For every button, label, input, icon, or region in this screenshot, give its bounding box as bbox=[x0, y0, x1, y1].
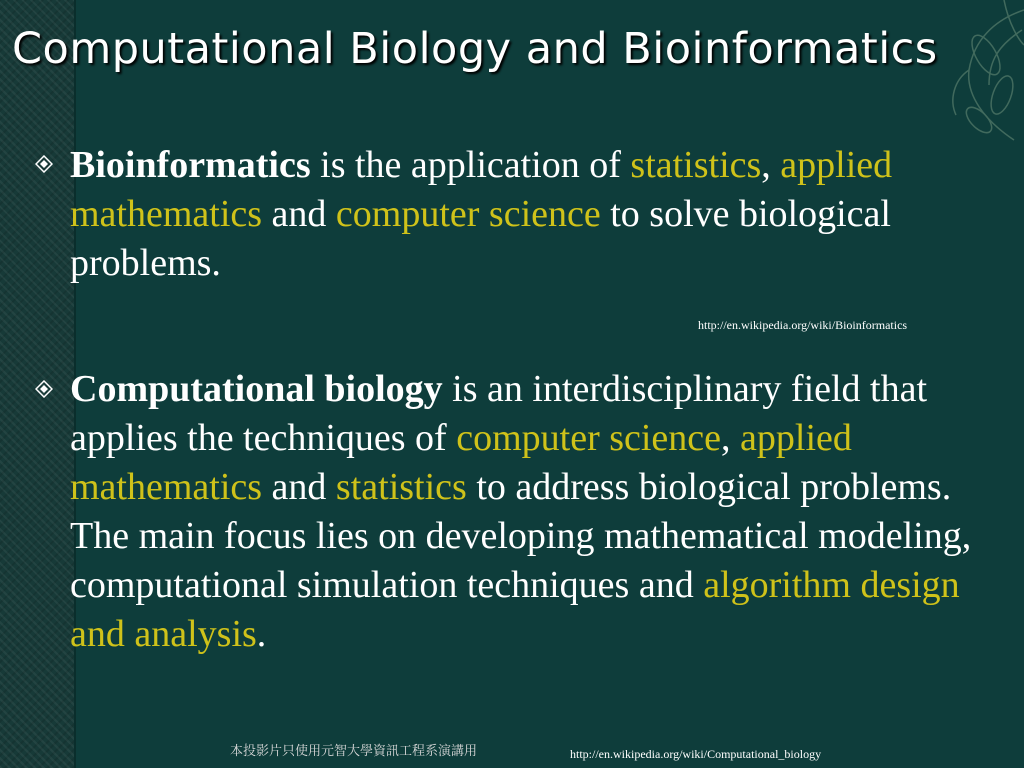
diamond-bullet-icon bbox=[35, 155, 53, 173]
reference-link-computational-biology[interactable]: http://en.wikipedia.org/wiki/Computational_biology bbox=[570, 747, 822, 761]
bullet-text: is the application of bbox=[310, 144, 631, 186]
bullet-text: , bbox=[761, 144, 781, 186]
highlight-algorithm-design: algorithm design and analysis bbox=[70, 564, 960, 655]
term-computational-biology: Computational biology bbox=[70, 368, 443, 410]
bullet-text: . bbox=[256, 613, 267, 655]
term-bioinformatics: Bioinformatics bbox=[70, 144, 311, 186]
bullet-text: is an interdisciplinary field that applies the techniques of bbox=[70, 368, 928, 459]
bullet-text: , bbox=[721, 417, 741, 459]
reference-link-bioinformatics[interactable]: http://en.wikipedia.org/wiki/Bioinformatics bbox=[698, 318, 908, 332]
slide-title: Computational Biology and Bioinformatics bbox=[12, 24, 938, 74]
highlight-statistics: statistics bbox=[335, 466, 467, 508]
bullet-text: and bbox=[262, 193, 336, 235]
bullet-text: and bbox=[262, 466, 336, 508]
bullet-text: to solve biological problems. bbox=[70, 193, 891, 284]
bullet-computational-biology bbox=[70, 365, 998, 659]
bullet-bioinformatics bbox=[70, 141, 998, 288]
footer-usage-note: 本投影片只使用元智大學資訊工程系演講用 bbox=[230, 744, 478, 759]
highlight-applied-mathematics: applied mathematics bbox=[70, 417, 852, 508]
bullet-text: to address biological problems. The main focus lies on developing mathematical modeling, computational simulation techniques and bbox=[70, 466, 972, 606]
diamond-bullet-icon bbox=[35, 380, 53, 398]
highlight-statistics: statistics bbox=[630, 144, 762, 186]
highlight-computer-science: computer science bbox=[335, 193, 601, 235]
highlight-applied-mathematics: applied mathematics bbox=[70, 144, 893, 235]
highlight-computer-science: computer science bbox=[456, 417, 722, 459]
